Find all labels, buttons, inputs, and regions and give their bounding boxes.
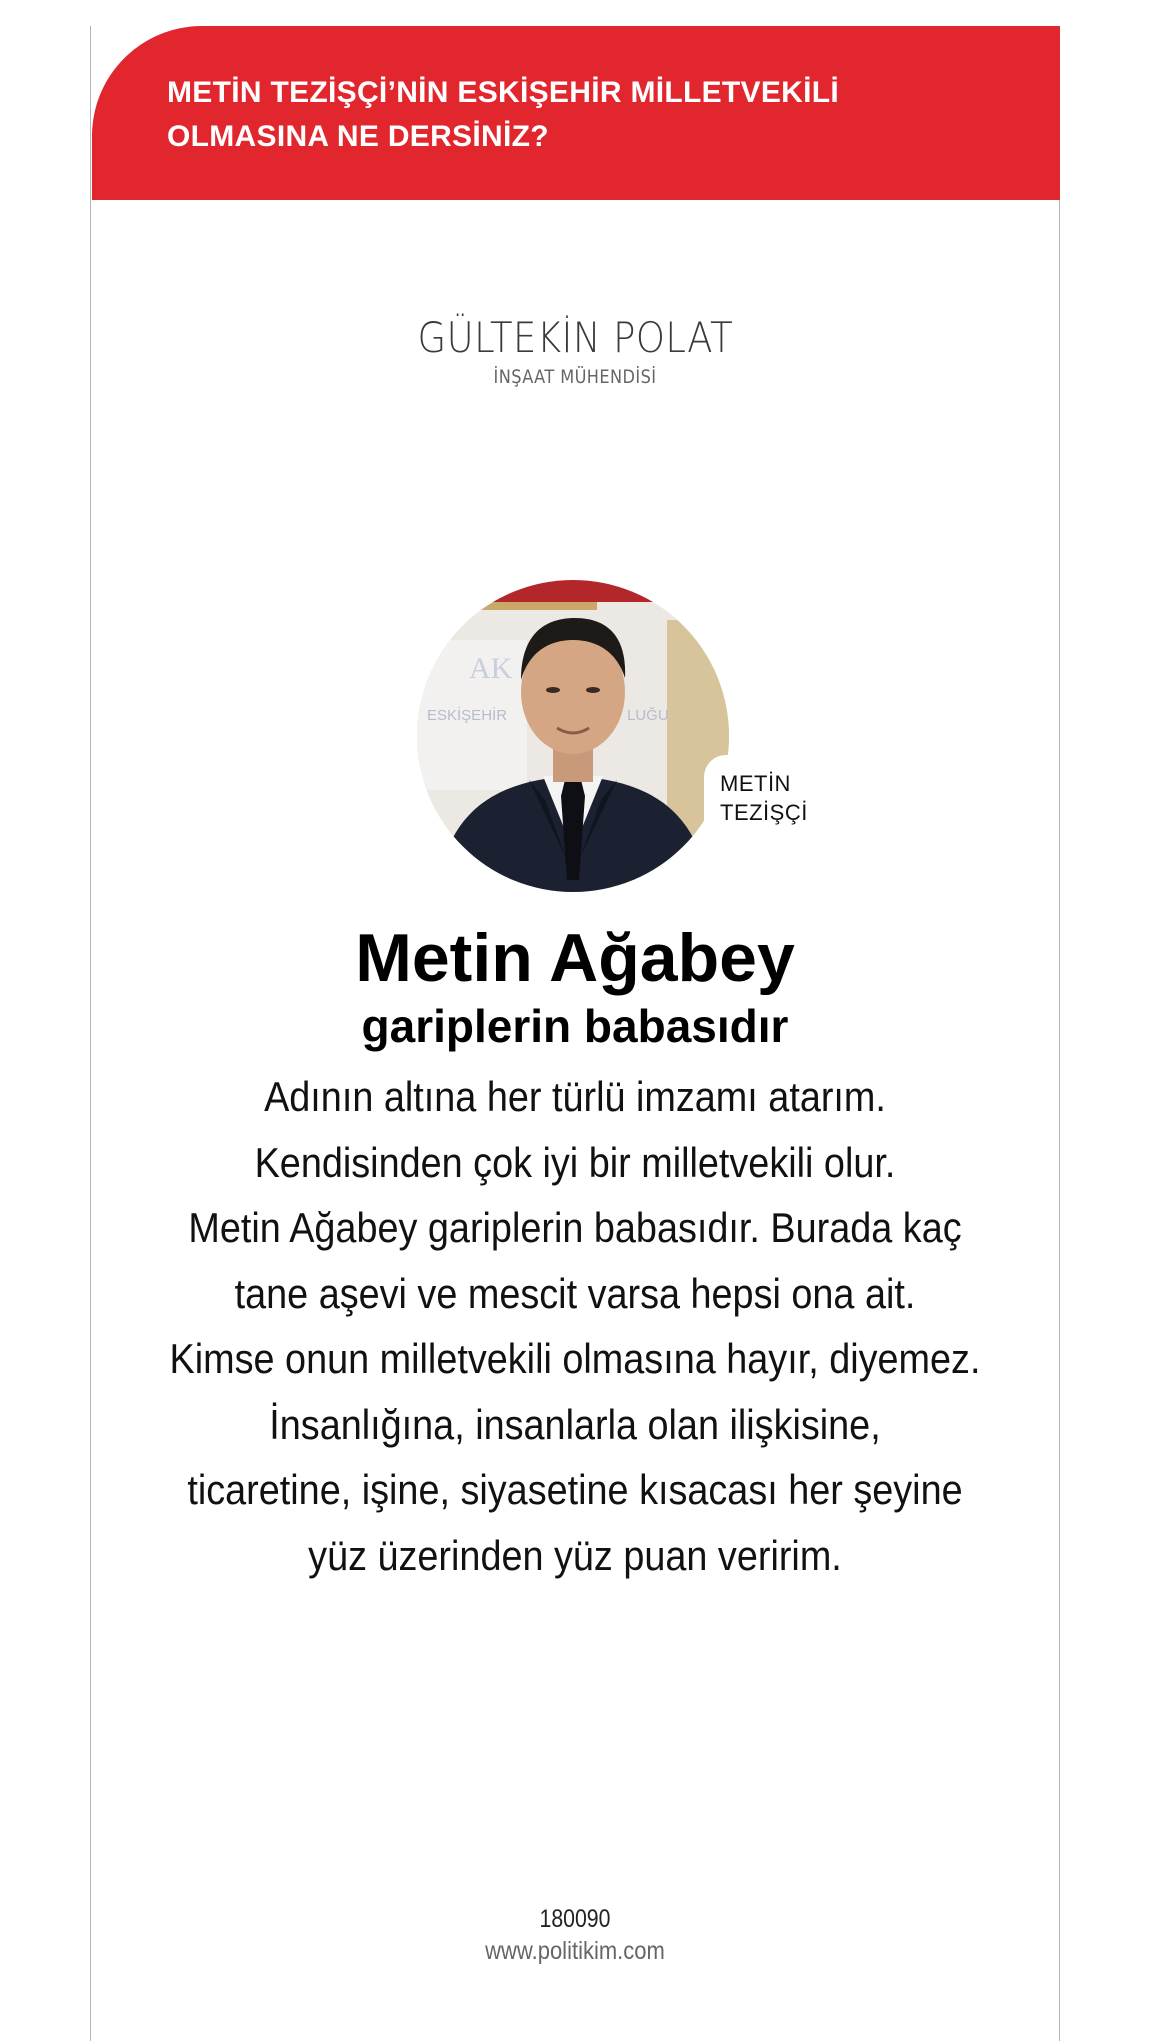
headline-subtitle: gariplerin babasıdır [361,1000,789,1052]
quote-line: ticaretine, işine, siyasetine kısacası her şeyine [187,1466,963,1513]
footer-url[interactable]: www.politikim.com [485,1937,665,1965]
footer-code: 180090 [539,1905,611,1933]
quote-line: Kendisinden çok iyi bir milletvekili olur. [254,1138,896,1186]
quote-line: Kimse onun milletvekili olmasına hayır, diyemez. [169,1335,981,1382]
footer [0,1903,1150,1967]
svg-text:AK: AK [469,652,513,685]
title-banner [92,26,1060,200]
svg-text:ESKİŞEHİR: ESKİŞEHİR [427,707,508,724]
author-block [0,312,1150,388]
portrait-photo [417,580,729,892]
banner-title: METİN TEZİŞÇİ’NİN ESKİŞEHİR MİLLETVEKİLİ OLMASINA NE DERSİNİZ? [167,76,840,153]
headline-block [0,918,1150,1054]
quote-line: Adının altına her türlü imzamı atarım. [264,1073,886,1120]
headline-title: Metin Ağabey [355,920,795,996]
quote-line: Metin Ağabey gariplerin babasıdır. Burada kaç [188,1204,962,1251]
quote-text [157,1064,994,1588]
author-name: GÜLTEKİN POLAT [417,313,733,362]
quote-line: İnsanlığına, insanlarla olan ilişkisine, [269,1400,881,1448]
portrait-caption: METİN TEZİŞÇİ [704,755,834,835]
portrait-illustration [417,580,729,892]
svg-text:LUĞU: LUĞU [627,707,669,724]
quote-line: tane aşevi ve mescit varsa hepsi ona ait. [234,1269,916,1317]
author-profession: İNŞAAT MÜHENDİSİ [493,366,657,388]
quote-line: yüz üzerinden yüz puan veririm. [308,1531,842,1579]
